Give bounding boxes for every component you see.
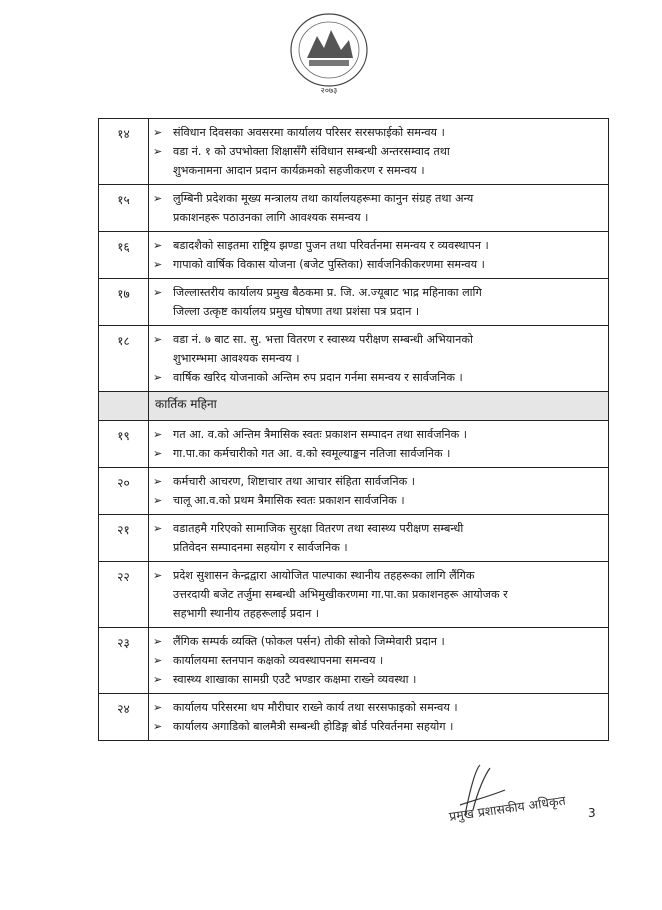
table-row: [99, 468, 609, 515]
bullet-arrow-icon: ➢: [153, 333, 163, 346]
task-text: सहभागी स्थानीय तहहरूलाई प्रदान ।: [173, 607, 320, 620]
bullet-arrow-icon: ➢: [153, 258, 163, 271]
bullet-arrow-icon: ➢: [153, 494, 163, 507]
table-row: [99, 515, 609, 562]
row-number: २३: [99, 628, 149, 694]
designation-stamp: प्रमुख प्रशासकीय अधिकृत: [448, 792, 567, 824]
task-text: चालू आ.व.को प्रथम त्रैमासिक स्वतः प्रकाशन सार्वजनिक ।: [173, 494, 405, 507]
task-item: [153, 717, 602, 736]
task-text: शुभारम्भमा आवश्यक समन्वय ।: [173, 352, 300, 365]
row-number: १७: [99, 279, 149, 326]
task-item: [153, 651, 602, 670]
row-number: २४: [99, 694, 149, 741]
row-number: २१: [99, 515, 149, 562]
task-list: [149, 515, 609, 562]
task-text: प्रदेश सुशासन केन्द्रद्वारा आयोजित पाल्पाका स्थानीय तहहरूका लागि लैंगिक: [173, 569, 475, 582]
page-number: 3: [588, 806, 596, 820]
task-item: [153, 444, 602, 463]
task-list: [149, 562, 609, 628]
bullet-arrow-icon: ➢: [153, 371, 163, 384]
task-item-continuation: [153, 604, 602, 623]
table-row: [99, 694, 609, 741]
task-text: वडा नं. ७ बाट सा. सु. भत्ता वितरण र स्वास्थ्य परीक्षण सम्बन्धी अभियानको: [173, 333, 473, 346]
task-text: गा.पा.का कर्मचारीको गत आ. व.को स्वमूल्याङ्कन नतिजा सार्वजनिक ।: [173, 447, 451, 460]
task-text: लैंगिक सम्पर्क व्यक्ति (फोकल पर्सन) तोकी सोको जिम्मेवारी प्रदान ।: [173, 635, 445, 648]
task-item: [153, 519, 602, 538]
task-text: जिल्लास्तरीय कार्यालय प्रमुख बैठकमा प्र. जि. अ.ज्यूबाट भाद्र महिनाका लागि: [173, 286, 482, 299]
bullet-arrow-icon: ➢: [153, 475, 163, 488]
task-text: कार्यालयमा स्तनपान कक्षको व्यवस्थापनमा समन्वय ।: [173, 654, 384, 667]
month-header-label: कार्तिक महिना: [149, 392, 609, 421]
task-item: [153, 491, 602, 510]
row-number: १८: [99, 326, 149, 392]
table-row: [99, 326, 609, 392]
bullet-arrow-icon: ➢: [153, 126, 163, 139]
task-text: कर्मचारी आचरण, शिष्टाचार तथा आचार संहिता सार्वजनिक ।: [173, 475, 415, 488]
table-row: [99, 119, 609, 185]
bullet-arrow-icon: ➢: [153, 673, 163, 686]
task-item: [153, 472, 602, 491]
task-item-continuation: [153, 302, 602, 321]
task-list: [149, 421, 609, 468]
task-item: [153, 632, 602, 651]
row-number: १९: [99, 421, 149, 468]
task-list: [149, 694, 609, 741]
table-row: [99, 279, 609, 326]
task-list: [149, 628, 609, 694]
task-list: [149, 468, 609, 515]
task-text: गापाको वार्षिक विकास योजना (बजेट पुस्तिका) सार्वजनिकीकरणमा समन्वय ।: [173, 258, 485, 271]
task-item: [153, 368, 602, 387]
table-row: [99, 628, 609, 694]
task-item: [153, 255, 602, 274]
task-list: [149, 119, 609, 185]
task-text: प्रकाशनहरू पठाउनका लागि आवश्यक समन्वय ।: [173, 211, 369, 224]
bullet-arrow-icon: ➢: [153, 654, 163, 667]
task-text: लुम्बिनी प्रदेशका मूख्य मन्त्रालय तथा कार्यालयहरूमा कानुन संग्रह तथा अन्य: [173, 192, 474, 205]
task-text: बडादशैको साइतमा राष्ट्रिय झण्डा पुजन तथा परिवर्तनमा समन्वय र व्यवस्थापन ।: [173, 239, 489, 252]
task-item-continuation: [153, 161, 602, 180]
task-item: [153, 330, 602, 349]
task-text: जिल्ला उत्कृष्ट कार्यालय प्रमुख घोषणा तथा प्रशंसा पत्र प्रदान ।: [173, 305, 420, 318]
month-header-empty-cell: [99, 392, 149, 421]
task-item-continuation: [153, 585, 602, 604]
task-item: [153, 283, 602, 302]
bullet-arrow-icon: ➢: [153, 720, 163, 733]
table-row: [99, 232, 609, 279]
bullet-arrow-icon: ➢: [153, 569, 163, 582]
row-number: २०: [99, 468, 149, 515]
task-text: संविधान दिवसका अवसरमा कार्यालय परिसर सरसफाईको समन्वय ।: [173, 126, 445, 139]
task-list: [149, 185, 609, 232]
row-number: १५: [99, 185, 149, 232]
bullet-arrow-icon: ➢: [153, 522, 163, 535]
task-text: वडा नं. १ को उपभोक्ता शिक्षासँगै संविधान सम्बन्धी अन्तरसम्वाद तथा: [173, 145, 450, 158]
bullet-arrow-icon: ➢: [153, 701, 163, 714]
task-item: [153, 698, 602, 717]
task-item: [153, 189, 602, 208]
table-row: [99, 185, 609, 232]
table-row: [99, 421, 609, 468]
task-text: गत आ. व.को अन्तिम त्रैमासिक स्वतः प्रकाशन सम्पादन तथा सार्वजनिक ।: [173, 428, 468, 441]
activity-table: [98, 118, 609, 741]
task-text: शुभकनामना आदान प्रदान कार्यक्रमको सहजीकरण र समन्वय ।: [173, 164, 425, 177]
row-number: १४: [99, 119, 149, 185]
task-item-continuation: [153, 349, 602, 368]
bullet-arrow-icon: ➢: [153, 286, 163, 299]
task-text: स्वास्थ्य शाखाका सामग्री एउटै भण्डार कक्षमा राख्ने व्यवस्था ।: [173, 673, 417, 686]
task-list: [149, 232, 609, 279]
task-item: [153, 123, 602, 142]
task-item: [153, 142, 602, 161]
task-item-continuation: [153, 208, 602, 227]
month-header-row: [99, 392, 609, 421]
task-item: [153, 670, 602, 689]
bullet-arrow-icon: ➢: [153, 447, 163, 460]
task-list: [149, 279, 609, 326]
row-number: २२: [99, 562, 149, 628]
office-seal: [269, 10, 389, 105]
bullet-arrow-icon: ➢: [153, 635, 163, 648]
task-text: कार्यालय अगाडिको बालमैत्री सम्बन्धी होडिङ्ग बोर्ड परिवर्तनमा सहयोग ।: [173, 720, 454, 733]
bullet-arrow-icon: ➢: [153, 192, 163, 205]
bullet-arrow-icon: ➢: [153, 428, 163, 441]
table-row: [99, 562, 609, 628]
task-item: [153, 566, 602, 585]
task-item: [153, 236, 602, 255]
task-item: [153, 425, 602, 444]
task-text: वडातहमै गरिएको सामाजिक सुरक्षा वितरण तथा स्वास्थ्य परीक्षण सम्बन्धी: [173, 522, 464, 535]
bullet-arrow-icon: ➢: [153, 239, 163, 252]
task-list: [149, 326, 609, 392]
row-number: १६: [99, 232, 149, 279]
task-text: वार्षिक खरिद योजनाको अन्तिम रुप प्रदान गर्नमा समन्वय र सार्वजनिक ।: [173, 371, 463, 384]
task-text: उत्तरदायी बजेट तर्जुमा सम्बन्धी अभिमुखीकरणमा गा.पा.का प्रकाशनहरू आयोजक र: [173, 588, 508, 601]
bullet-arrow-icon: ➢: [153, 145, 163, 158]
task-text: प्रतिवेदन सम्पादनमा सहयोग र सार्वजनिक ।: [173, 541, 348, 554]
seal-year: २०७३: [320, 86, 338, 95]
task-text: कार्यालय परिसरमा थप मौरीघार राख्ने कार्य तथा सरसफाइको समन्वय ।: [173, 701, 458, 714]
task-item-continuation: [153, 538, 602, 557]
